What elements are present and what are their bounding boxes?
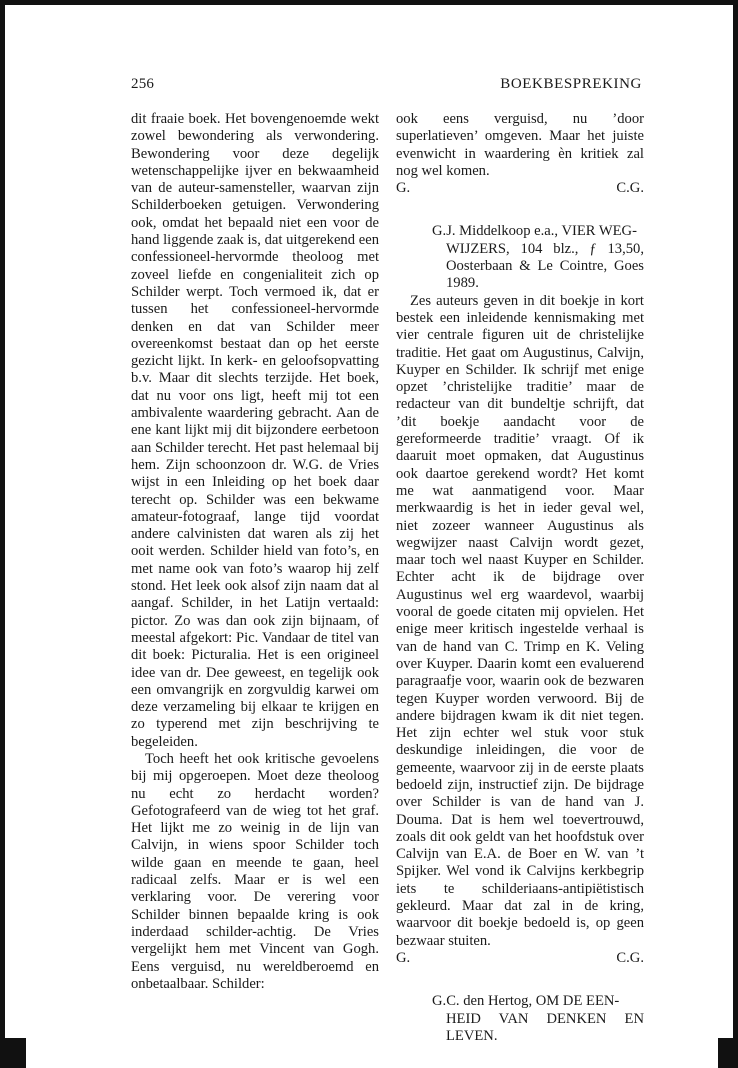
scan-border-left: [0, 0, 5, 1068]
page-number: 256: [131, 76, 155, 92]
running-head: BOEKBESPREKING: [500, 76, 642, 92]
signature-2-initial: G.: [396, 949, 411, 966]
signature-1-initial: G.: [396, 180, 411, 197]
signature-1: [396, 180, 644, 197]
review-heading-3-line-1: G.C. den Hertog, OM DE EEN-: [432, 993, 620, 1010]
review-heading-line-1: G.J. Middelkoop e.a., VIER WEG-: [432, 223, 637, 240]
spacer: [396, 197, 644, 223]
scan-border-right: [733, 0, 738, 1068]
review-heading-vier-wegwijzers: [396, 223, 644, 292]
review-heading-om-de-eenheid: [396, 993, 644, 1045]
scan-border-bottom-right: [718, 1038, 738, 1068]
spacer: [396, 967, 644, 993]
right-column: [396, 111, 644, 1045]
signature-2-author: C.G.: [616, 949, 644, 966]
left-paragraph-2: Toch heeft het ook kritische gevoelens bij mij opgeroepen. Moet deze theoloog nu echt zo herdacht worden? Gefotografeerd van de wieg tot het graf. Het lijkt me zo weinig in de lijn van Calvijn, in wiens spoor Schilder toch wilde gaan en meende te gaan, heel radicaal zelfs. Maar er is wel een verklaring voor. De verering voor Schilder binnen bepaalde kring is ook inderdaad schilder-achtig. De Vries vergelijkt hem met Vincent van Gogh. Eens verguisd, nu wereldberoemd en onbetaalbaar. Schilder:: [131, 750, 379, 992]
review-heading-rest: WIJZERS, 104 blz., ƒ 13,50, Oosterbaan & Le Cointre, Goes 1989.: [446, 240, 644, 292]
signature-1-author: C.G.: [616, 180, 644, 197]
scan-border-bottom-left: [0, 1038, 26, 1068]
left-paragraph-1: dit fraaie boek. Het bovengenoemde wekt zowel bewondering als verwondering. Bewondering voor deze degelijk wetenschappelijke ijver en bekwaamheid van de auteur-samensteller, waarvan zijn Schilderboeken getuigen. Verwondering ook, omdat het bepaald niet een voor de hand liggende zaak is, dat uitgerekend een confessioneel-hervormde theoloog met zoveel liefde en congenialiteit zich op Schilder werpt. Toch vermoed ik, dat er tussen het confessioneel-hervormde denken en dat van Schilder meer overeenkomst bestaat dan op het eerste gezicht lijkt. In kerk- en geloofsopvatting b.v. Maar dit slechts terzijde. Het boek, dat nu voor ons ligt, heeft mij tot een ambivalente waardering gebracht. Aan de ene kant lijkt mij dit bijzondere eerbetoon aan Schilder terecht. Het past helemaal bij hem. Zijn schoonzoon dr. W.G. de Vries wijst in een Inleiding op het boek daar terecht op. Schilder was een bekwame amateur-fotograaf, lange tijd voordat andere calvinisten dat waren als zij het ooit werden. Schilder hield van foto’s, en met name ook van foto’s waarop hij zelf stond. Het leek ook alsof zijn naam dat al aangaf. Schilder, in het Latijn vertaald: pictor. Zo was dan ook zijn bijnaam, of meestal afgekort: Pic. Vandaar de titel van dit boek: Picturalia. Het is een origineel idee van dr. Dee geweest, en tegelijk ook een omvangrijk en zorgvuldig karwei om deze verzameling bij elkaar te krijgen en zo typerend met zijn beschrijving te begeleiden.: [131, 111, 379, 750]
left-column: [131, 111, 379, 993]
right-paragraph-1: ook eens verguisd, nu ’door superlatieven’ omgeven. Maar het juiste evenwicht in waardering èn kritiek zal nog wel komen.: [396, 111, 644, 179]
signature-2: [396, 950, 644, 967]
scan-border-top: [0, 0, 738, 5]
review-heading-3-rest: HEID VAN DENKEN EN LEVEN.: [446, 1010, 644, 1044]
right-paragraph-2: Zes auteurs geven in dit boekje in kort bestek een inleidende kennismaking met vier centrale figuren uit de christelijke traditie. Het gaat om Augustinus, Calvijn, Kuyper en Schilder. Ik schrijf met enige opzet ’christelijke traditie’ maar de redacteur van dit bundeltje schrijft, dat ’dit boekje aandacht voor de gereformeerde traditie’ vraagt. Of ik daaruit moet opmaken, dat Augustinus ook daartoe gerekend wordt? Het komt me wat aanmatigend voor. Maar merkwaardig is het in ieder geval wel, niet zozeer wanneer Augustinus als wegwijzer naast Calvijn wordt gezet, maar toch wel naast Kuyper en Schilder. Echter acht ik de bijdrage over Augustinus wel erg waardevol, waarbij vooral de goede citaten mij opvielen. Het enige meer kritisch ingestelde verhaal is van de hand van C. Trimp en K. Veling over Kuyper. Daarin komt een evaluerend paragraafje voor, waarin ook de bezwaren tegen Kuyper worden verwoord. Bij de andere bijdragen kwam ik dit niet tegen. Het zijn echter wel stuk voor stuk deskundige inleidingen, die voor de gemeente, waarvoor zij in de eerste plaats bedoeld zijn, instructief zijn. De bijdrage over Schilder is van de hand van J. Douma. Dat is hem wel toevertrouwd, zoals dit ook geldt van het hoofdstuk over Calvijn van E.A. de Boer en W. van ’t Spijker. Wel vond ik Calvijns kerkbegrip iets te schilderiaans-antipiëtistisch gekleurd. Maar dat zal in de kring, waarvoor dit boekje bedoeld is, op geen bezwaar stuiten.: [396, 292, 644, 949]
